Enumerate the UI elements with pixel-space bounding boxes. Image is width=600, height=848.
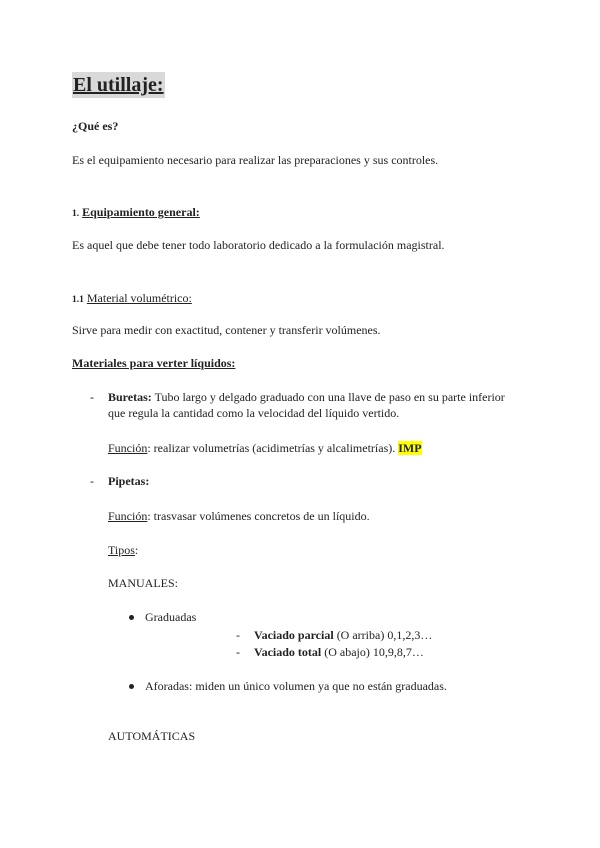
- automaticas-heading: AUTOMÁTICAS: [108, 729, 196, 743]
- vaciado-parcial-text: (O arriba) 0,1,2,3…: [333, 628, 433, 642]
- section-1-1-heading: [72, 291, 192, 308]
- buretas-funcion: [108, 441, 422, 456]
- tipos-heading: [108, 543, 138, 558]
- buretas-line-1: [108, 390, 505, 405]
- list-dash: -: [236, 628, 240, 642]
- section-1-heading: [72, 205, 200, 222]
- tipos-colon: :: [134, 543, 139, 557]
- list-dash: -: [90, 474, 94, 488]
- tipos-label: Tipos: [108, 543, 135, 557]
- graduadas-item: Graduadas: [145, 610, 197, 624]
- section-1-text: Es aquel que debe tener todo laboratorio dedicado a la formulación magistral.: [72, 238, 445, 252]
- section-1-1-number: 1.1: [72, 295, 84, 305]
- pipetas-funcion-text: : trasvasar volúmenes concretos de un líquido.: [147, 509, 370, 523]
- section-1-number: 1.: [72, 209, 80, 219]
- vaciado-total-item: [254, 645, 424, 660]
- vaciado-total-text: (O abajo) 10,9,8,7…: [321, 645, 424, 659]
- buretas-line-2: que regula la cantidad como la velocidad del líquido vertido.: [108, 406, 400, 420]
- section-1-title: Equipamiento general:: [82, 205, 200, 219]
- pipetas-funcion: [108, 509, 370, 524]
- bullet-icon: [129, 684, 134, 689]
- vaciado-total-label: Vaciado total: [254, 645, 322, 659]
- buretas-desc-1: Tubo largo y delgado graduado con una llave de paso en su parte inferior: [151, 390, 505, 404]
- list-dash: -: [236, 645, 240, 659]
- bullet-icon: [129, 615, 134, 620]
- imp-highlight: IMP: [398, 441, 422, 455]
- pipetas-label: Pipetas:: [108, 474, 150, 488]
- list-dash: -: [90, 390, 94, 404]
- pipetas-funcion-label: Función: [108, 509, 148, 523]
- subheading-verter: Materiales para verter líquidos:: [72, 356, 236, 370]
- buretas-funcion-text: : realizar volumetrías (acidimetrías y alcalimetrías).: [147, 441, 399, 455]
- buretas-label: Buretas:: [108, 390, 152, 404]
- vaciado-parcial-item: [254, 628, 432, 643]
- aforadas-item: Aforadas: miden un único volumen ya que no están graduadas.: [145, 679, 447, 693]
- definition-text: Es el equipamiento necesario para realizar las preparaciones y sus controles.: [72, 153, 439, 167]
- page-title: El utillaje:: [73, 74, 164, 96]
- vaciado-parcial-label: Vaciado parcial: [254, 628, 334, 642]
- buretas-funcion-label: Función: [108, 441, 148, 455]
- question-heading: ¿Qué es?: [72, 119, 119, 133]
- section-1-1-text: Sirve para medir con exactitud, contener y transferir volúmenes.: [72, 323, 381, 337]
- section-1-1-title: Material volumétrico:: [86, 291, 192, 305]
- manuales-heading: MANUALES:: [108, 576, 179, 590]
